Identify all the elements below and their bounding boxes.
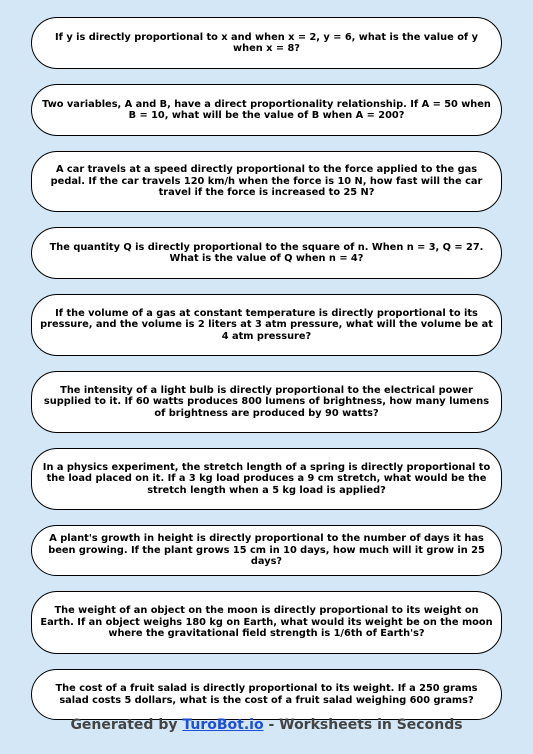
question-card-2: Two variables, A and B, have a direct proportionality relationship. If A = 50 when B = 10, what will be the value of B when A = 200?: [31, 84, 502, 136]
question-card-8: A plant's growth in height is directly proportional to the number of days it has been growing. If the plant grows 15 cm in 10 days, how much will it grow in 25 days?: [31, 525, 502, 576]
footer: [0, 717, 533, 733]
question-card-9: The weight of an object on the moon is directly proportional to its weight on Earth. If an object weighs 180 kg on Earth, what would its weight be on the moon where the gravitational field strength is 1/6th of Earth's?: [31, 591, 502, 654]
footer-prefix: Generated by: [70, 717, 178, 733]
question-card-4: The quantity Q is directly proportional to the square of n. When n = 3, Q = 27. What is the value of Q when n = 4?: [31, 227, 502, 279]
question-card-3: A car travels at a speed directly proportional to the force applied to the gas pedal. If the car travels 120 km/h when the force is 10 N, how fast will the car travel if the force is increased to 25 N?: [31, 151, 502, 212]
question-card-1: If y is directly proportional to x and when x = 2, y = 6, what is the value of y when x = 8?: [31, 17, 502, 69]
question-card-6: The intensity of a light bulb is directly proportional to the electrical power supplied to it. If 60 watts produces 800 lumens of brightness, how many lumens of brightness are produced by 90 watts?: [31, 371, 502, 433]
question-card-7: In a physics experiment, the stretch length of a spring is directly proportional to the load placed on it. If a 3 kg load produces a 9 cm stretch, what would be the stretch length when a 5 kg load is applied?: [31, 448, 502, 510]
question-card-10: The cost of a fruit salad is directly proportional to its weight. If a 250 grams salad costs 5 dollars, what is the cost of a fruit salad weighing 600 grams?: [31, 669, 502, 720]
brand-link[interactable]: TuroBot.io: [182, 717, 264, 733]
question-card-5: If the volume of a gas at constant temperature is directly proportional to its pressure, and the volume is 2 liters at 3 atm pressure, what will the volume be at 4 atm pressure?: [31, 294, 502, 356]
footer-suffix: - Worksheets in Seconds: [268, 717, 463, 733]
